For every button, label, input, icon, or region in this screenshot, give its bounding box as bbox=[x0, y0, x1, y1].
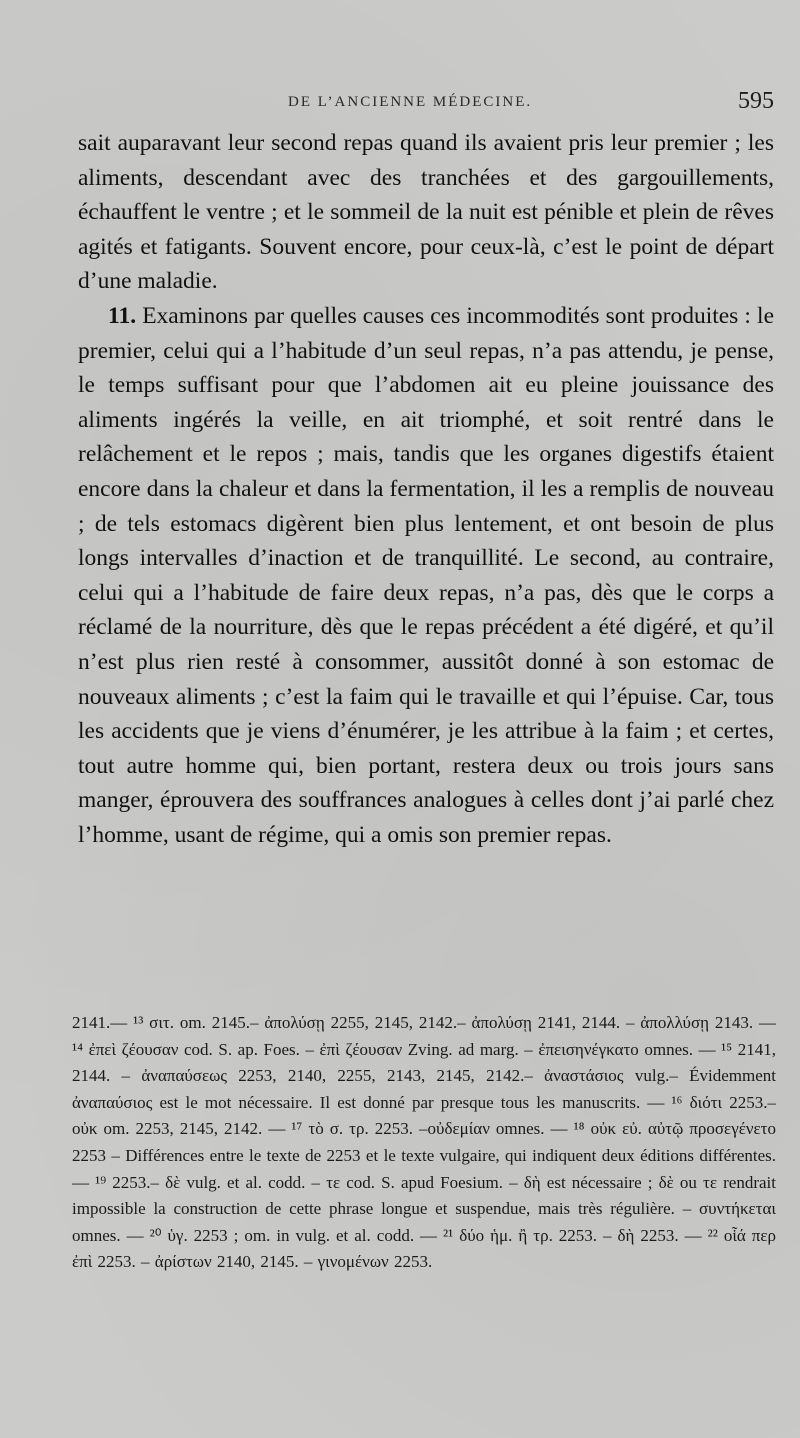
footnotes-text: 2141.— ¹³ σιτ. om. 2145.– ἀπολύσῃ 2255, 2145, 2142.– ἀπολύσῃ 2141, 2144. – ἀπολλύσῃ 2143. — ¹⁴ ἐπεὶ ζέουσαν cod. S. ap. Foes. – ἐπὶ ζέουσαν Zving. ad marg. – ἐπεισηνέγκατο omnes. — ¹⁵ 2141, 2144. – ἀναπαύσεως 2253, 2140, 2255, 2143, 2145, 2142.– ἀναστάσιος vulg.– Évidemment ἀναπαύσιος est le mot nécessaire. Il est donné par presque tous les manuscrits. — ¹⁶ διότι 2253.– οὐκ om. 2253, 2145, 2142. — ¹⁷ τὸ σ. τρ. 2253. –οὐδεμίαν omnes. — ¹⁸ οὐκ εὐ. αὐτῷ προσεγένετο 2253 – Différences entre le texte de 2253 et le texte vulgaire, qui indiquent deux éditions différentes. — ¹⁹ 2253.– δὲ vulg. et al. codd. – τε cod. S. apud Foesium. – δὴ est nécessaire ; δὲ ou τε rendrait impossible la construction de cette phrase longue et suspendue, mais très régulière. – συντήκεται omnes. — ²⁰ ὑγ. 2253 ; om. in vulg. et al. codd. — ²¹ δύο ἡμ. ἢ τρ. 2253. – δὴ 2253. — ²² οἷά περ ἐπὶ 2253. – ἀρίστων 2140, 2145. – γινομένων 2253. bbox=[72, 1013, 776, 1272]
running-head: DE L’ANCIENNE MÉDECINE. bbox=[288, 94, 533, 110]
page-number: 595 bbox=[738, 88, 774, 114]
section-number: 11. bbox=[108, 302, 137, 329]
page-header bbox=[78, 88, 774, 122]
paragraph-section-11-text: Examinons par quelles causes ces incommodités sont produites : le premier, celui qui a l’habitude d’un seul repas, n’a pas attendu, je pense, le temps suffisant pour que l’abdomen ait eu pleine jouissance des aliments ingérés la veille, en ait triomphé, et soit rentré dans le relâchement et le repos ; mais, tandis que les organes digestifs étaient encore dans la chaleur et dans la fermentation, il les a remplis de nouveau ; de tels estomacs digèrent bien plus lentement, et ont besoin de plus longs intervalles d’inaction et de tranquillité. Le second, au contraire, celui qui a l’habitude de faire deux repas, n’a pas, dès que le corps a réclamé de la nourriture, dès que le repas précédent a été digéré, et qu’il n’est plus rien resté à consommer, aussitôt donné à son estomac de nouveaux aliments ; c’est la faim qui le travaille et qui l’épuise. Car, tous les accidents que je viens d’énumérer, je les attribue à la faim ; et certes, tout autre homme qui, bien portant, restera deux ou trois jours sans manger, éprouvera des souffrances analogues à celles dont j’ai parlé chez l’homme, usant de régime, qui a omis son premier repas. bbox=[78, 302, 775, 848]
footnotes bbox=[72, 1010, 776, 1276]
main-text bbox=[78, 126, 774, 852]
paragraph-continuation: sait auparavant leur second repas quand ils avaient pris leur premier ; les aliments, descendant avec des tranchées et des gargouillements, échauffent le ventre ; et le sommeil de la nuit est pénible et plein de rêves agités et fatigants. Souvent encore, pour ceux-là, c’est le point de départ d’une maladie. bbox=[78, 130, 774, 295]
paragraph-section-11 bbox=[78, 299, 774, 853]
